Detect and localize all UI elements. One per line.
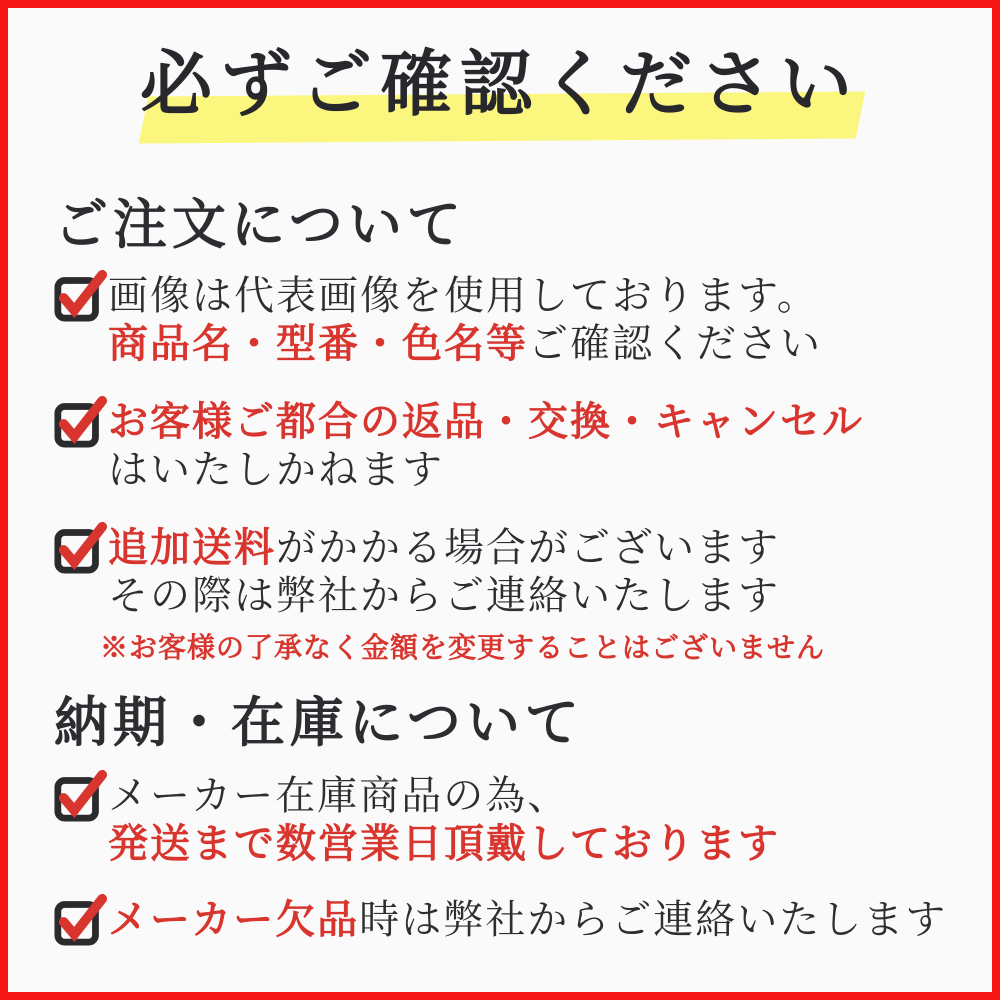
item-text-emphasis: 発送まで数営業日頂戴しております [108, 821, 780, 866]
checkbox-icon [54, 394, 108, 448]
checkbox-icon [54, 520, 108, 574]
item-text-line [108, 524, 968, 572]
checkbox-icon [54, 268, 108, 322]
item-text: その際は弊社からご連絡いたします [108, 573, 780, 618]
item-text-emphasis: 追加送料 [108, 525, 276, 570]
item-text-line [108, 820, 968, 868]
checkbox-icon [54, 892, 108, 946]
checklist-item-representative-image [54, 272, 968, 368]
item-text-line [108, 272, 968, 320]
section-heading-stock: 納期・在庫について [54, 693, 584, 753]
item-text: はいたしかねます [108, 447, 444, 492]
item-text-line [108, 446, 968, 494]
item-text-line [108, 572, 968, 620]
item-text: 画像は代表画像を使用しております。 [108, 273, 819, 318]
checklist-item-no-returns [54, 398, 968, 494]
section-heading-order: ご注文について [54, 195, 466, 255]
item-text-line [108, 398, 968, 446]
item-text: がかかる場合がございます [276, 525, 780, 570]
item-text: 時は弊社からご連絡いたします [359, 897, 948, 942]
checklist-item-lead-time [54, 772, 968, 868]
item-text-emphasis: 商品名・型番・色名等 [108, 321, 528, 366]
item-footnote: ※お客様の了承なく金額を変更することはございません [100, 633, 826, 664]
item-text: ご確認ください [528, 321, 822, 366]
checklist-item-out-of-stock [54, 896, 968, 944]
item-text-line [108, 320, 968, 368]
item-text-line [108, 772, 968, 820]
page-title: 必ずご確認ください [139, 45, 860, 125]
checklist-item-extra-shipping [54, 524, 968, 666]
checkbox-icon [54, 768, 108, 822]
item-text-emphasis: メーカー欠品 [108, 897, 360, 942]
item-text-line [108, 896, 968, 944]
title-block [8, 8, 992, 168]
item-text: メーカー在庫商品の為、 [108, 773, 570, 818]
item-text-emphasis: お客様ご都合の返品・交換・キャンセル [108, 399, 864, 444]
